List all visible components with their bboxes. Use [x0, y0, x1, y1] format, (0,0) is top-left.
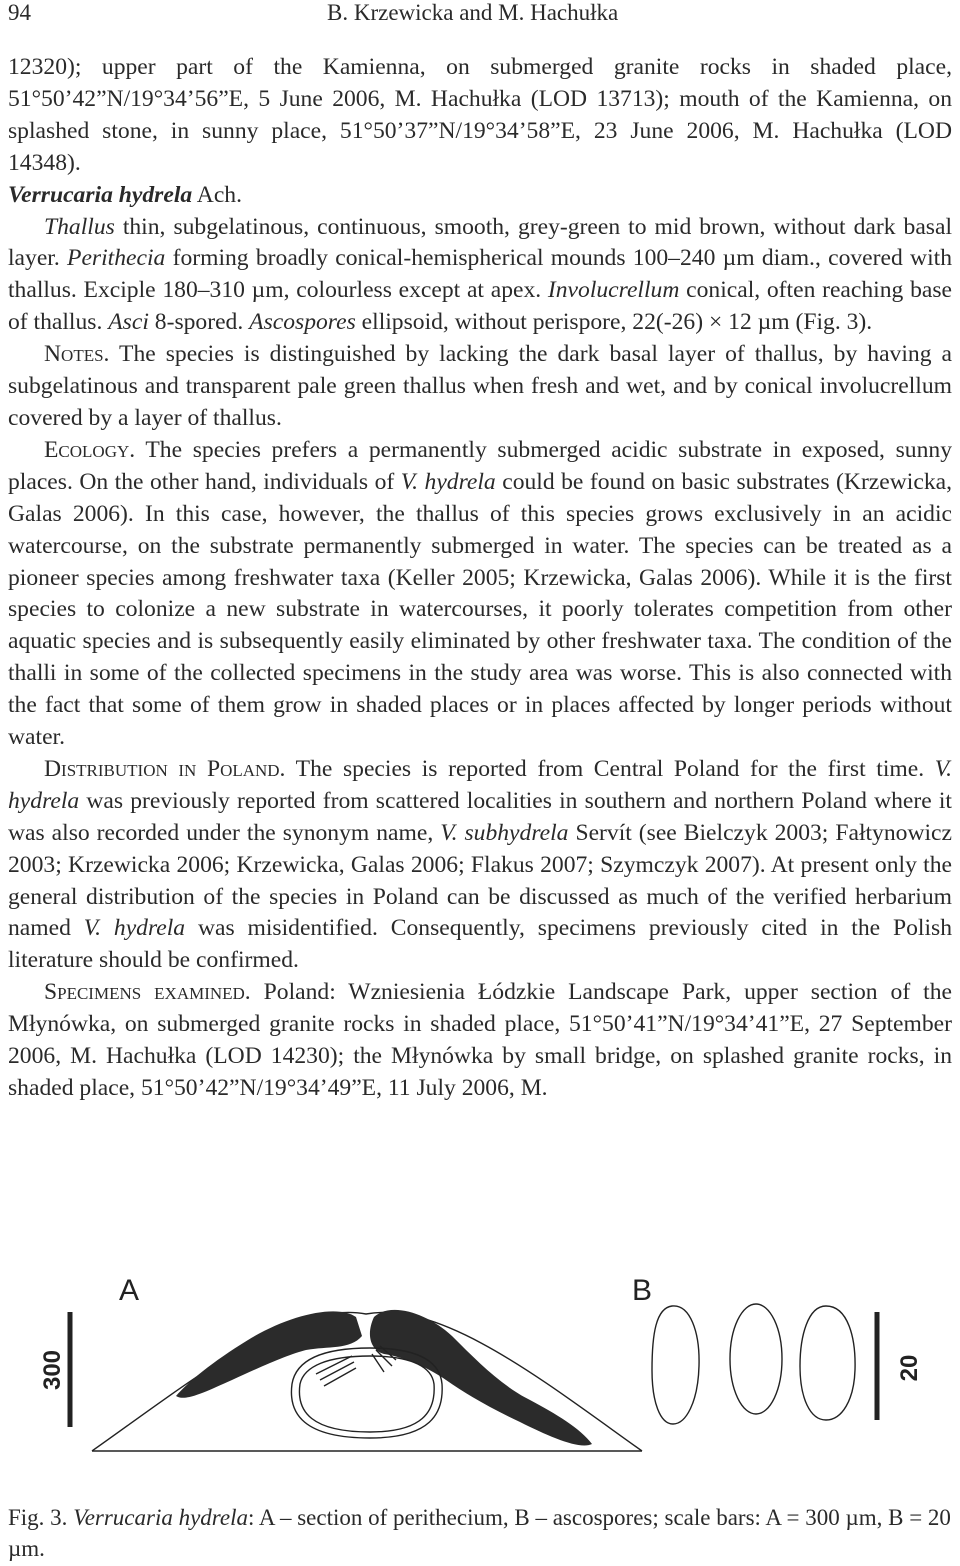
notes-paragraph: [8, 339, 952, 435]
term-perithecia: Perithecia: [67, 245, 166, 272]
distribution-text: Servít (see Bielczyk 2003; Fałtynowicz 2003; Krzewicka 2006; Krzewicka, Galas 2006; Flakus 2007; Szymczyk 2007). At present only the general distribution of the species in Poland can be discussed as much of the verified herbarium named: [8, 819, 952, 942]
notes-text: The species is distinguished by lacking the dark basal layer of thallus, by having a subgelatinous and transparent pale green thallus when fresh and wet, and by conical involucrellum covered by a layer of thallus.: [8, 341, 952, 431]
ecology-paragraph: [8, 435, 952, 754]
distribution-paragraph: [8, 754, 952, 977]
description-text: forming broadly conical-hemispherical mounds 100–240 µm diam., covered with thallus. Exciple 180–310 µm, colourless except at apex.: [8, 245, 952, 304]
synonym-name: V. subhydrela: [440, 819, 569, 846]
description-text: thin, subgelatinous, continuous, smooth, grey-green to mid brown, without dark basal layer.: [8, 213, 952, 272]
term-ascospores: Ascospores: [249, 309, 356, 336]
involucrellum-right: [370, 1310, 592, 1446]
description-text: ellipsoid, without perispore, 22(-26) × 12 µm (Fig. 3).: [355, 309, 873, 336]
panel-a-label: A: [119, 1274, 140, 1307]
exciple-inner: [299, 1356, 434, 1432]
involucrellum-left: [176, 1311, 362, 1397]
caption-lead: Fig. 3.: [8, 1505, 74, 1530]
caption-text: : A – section of perithecium, B – ascospores; scale bars: A = 300 µm, B = 20 µm.: [8, 1505, 951, 1561]
distribution-text: was previously reported from scattered localities in southern and northern Poland where it was also recorded under the synonym name,: [8, 787, 952, 846]
notes-heading: Notes.: [44, 341, 110, 368]
species-abbrev: V. hydrela: [8, 755, 952, 814]
running-head-authors: B. Krzewicka and M. Hachułka: [327, 0, 619, 25]
species-abbrev: V. hydrela: [83, 915, 186, 942]
specimens-heading: Specimens examined.: [44, 979, 251, 1006]
ascospore-1: [652, 1306, 699, 1424]
specimens-text: Poland: Wzniesienia Łódzkie Landscape Park, upper section of the Młynówka, on submerged granite rocks in shaded place, 51°50’41”N/19°34’41”E, 27 September 2006, M. Hachułka (LOD 14230); the Młynówka by small bridge, on splashed granite rocks, in shaded place, 51°50’42”N/19°34’49”E, 11 July 2006, M.: [8, 979, 952, 1101]
term-involucrellum: Involucrellum: [547, 277, 680, 304]
ecology-heading: Ecology.: [44, 436, 136, 463]
term-thallus: Thallus: [44, 213, 115, 240]
distribution-text: The species is reported from Central Poland for the first time.: [285, 755, 935, 782]
ascospore-2: [730, 1304, 782, 1414]
specimens-paragraph: [8, 977, 952, 1105]
description-text: conical, often reaching base of thallus.: [8, 277, 952, 336]
article-body: [8, 52, 952, 1105]
figure-caption: [8, 1502, 952, 1564]
species-abbrev: V. hydrela: [400, 468, 496, 495]
ecology-text: could be found on basic substrates (Krzewicka, Galas 2006). In this case, however, the thallus of this species grows exclusively in an acidic watercourse, on the substrate permanently submerged in water. The species can be treated as a pioneer species among freshwater taxa (Keller 2005; Krzewicka, Galas 2006). While it is the first species to colonize a new substrate in watercourses, it poorly tolerates competition from other aquatic species and is subsequently easily eliminated by other freshwater taxa. The condition of the thalli in some of the collected specimens in the study area was worse. This is also connected with the fact that some of them grow in shaded places or in places affected by longer periods without water.: [8, 468, 952, 751]
term-asci: Asci: [108, 309, 149, 336]
running-header: [8, 0, 952, 28]
distribution-text: was misidentified. Consequently, specimens previously cited in the Polish literature should be confirmed.: [8, 915, 952, 974]
paragraph-previous-specimens: 12320); upper part of the Kamienna, on submerged granite rocks in shaded place, 51°50’42”N/19°34’56”E, 5 June 2006, M. Hachułka (LOD 13713); mouth of the Kamienna, on splashed stone, in sunny place, 51°50’37”N/19°34’58”E, 23 June 2006, M. Hachułka (LOD 14348).: [8, 54, 952, 176]
scale-label-a: 300: [39, 1349, 66, 1391]
caption-species: Verrucaria hydrela: [73, 1505, 249, 1530]
panel-b-label: B: [632, 1274, 653, 1307]
species-description: [8, 212, 952, 340]
perithecium-section: [92, 1310, 642, 1451]
scale-label-b: 20: [896, 1354, 923, 1382]
figure-3: [0, 1262, 960, 1492]
ecology-text: The species prefers a permanently submerged acidic substrate in exposed, sunny places. On the other hand, individuals of: [8, 436, 952, 495]
page-number: 94: [8, 0, 31, 25]
species-author: Ach.: [196, 181, 243, 208]
ascospore-3: [800, 1306, 855, 1420]
distribution-heading: Distribution in Poland.: [44, 755, 286, 782]
description-text: 8-spored.: [148, 309, 250, 336]
ascospores: [652, 1304, 855, 1424]
species-name: Verrucaria hydrela: [8, 181, 193, 208]
species-heading: [8, 180, 952, 212]
